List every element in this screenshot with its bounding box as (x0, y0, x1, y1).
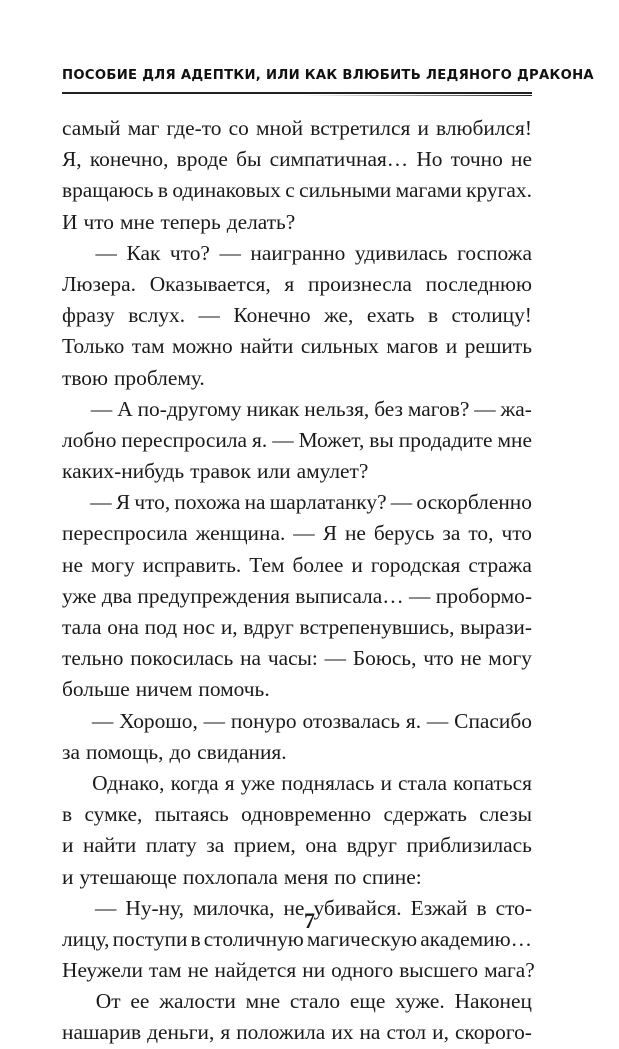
word: с (285, 178, 295, 203)
word: Конечно (233, 303, 311, 328)
word: в (476, 895, 487, 920)
word: и, (220, 615, 238, 639)
word: более (292, 552, 344, 577)
text-line (62, 550, 532, 581)
word: слезы (479, 802, 532, 827)
word: Как (126, 240, 161, 265)
text-line (62, 363, 532, 394)
word: там (148, 958, 182, 983)
paragraph-indent (62, 768, 86, 799)
text-line (62, 955, 535, 986)
word: вырази- (460, 615, 532, 639)
word: одного (331, 958, 394, 983)
word: утешающе (79, 864, 177, 889)
text-line (62, 862, 532, 893)
word: я (220, 1020, 231, 1045)
word: найдется (214, 958, 297, 983)
word: и (380, 770, 392, 795)
word: похлопала (182, 864, 278, 889)
word: произнесла (308, 271, 412, 296)
word: маг (127, 116, 160, 140)
word: магов? (407, 396, 470, 421)
word: — (272, 427, 294, 452)
text-line (62, 207, 532, 238)
word: мне (245, 989, 281, 1014)
word: Неужели (62, 958, 143, 983)
word: фразу (62, 303, 115, 328)
word: я. (405, 708, 422, 733)
word: помочь. (198, 677, 270, 702)
word: госпожа (457, 240, 532, 265)
word: сумке, (84, 802, 143, 827)
word: оскорбленно (416, 490, 532, 515)
word: жа- (500, 396, 532, 421)
word: я (224, 770, 235, 795)
word: что, (134, 490, 171, 515)
word: и (417, 116, 429, 140)
text-line (62, 456, 532, 487)
word: на (244, 490, 266, 515)
word: понуро (230, 708, 297, 733)
text-line (62, 799, 532, 830)
text-line (62, 706, 532, 737)
word: сто- (495, 895, 532, 920)
word: копаться (453, 770, 532, 795)
word: вдруг (346, 833, 397, 858)
word: магическую (306, 926, 418, 951)
word: могу (90, 552, 135, 577)
word: меня (283, 864, 329, 889)
text-line (62, 269, 532, 300)
word: столичную (203, 926, 304, 951)
word: могу (488, 646, 532, 671)
running-head-rule-accent (300, 95, 532, 96)
word: найти (83, 833, 137, 858)
word: ее (130, 989, 150, 1014)
word: и, (432, 1020, 449, 1045)
word: Я (322, 521, 337, 546)
word: в (190, 926, 201, 951)
word: — (90, 490, 112, 515)
word: Хорошо, (119, 708, 198, 733)
text-line (62, 487, 532, 518)
word: вращаюсь (62, 178, 154, 203)
word: лицу, (62, 926, 110, 951)
word: — (90, 396, 113, 421)
word: Я, (62, 147, 82, 172)
word: высшего (399, 958, 479, 983)
word: вслух. (128, 303, 186, 328)
text-line (62, 175, 532, 206)
text-line (62, 986, 532, 1017)
running-head: ПОСОБИЕ ДЛЯ АДЕПТКИ, ИЛИ КАК ВЛЮБИТЬ ЛЕДЯНОГО ДРАКОНА (62, 68, 594, 83)
word: Езжай (410, 895, 468, 920)
text-line (62, 144, 532, 175)
word: я (284, 271, 295, 296)
word: часы: (267, 646, 318, 671)
word: приблизилась (406, 833, 532, 858)
word: лобно (62, 427, 117, 452)
word: или (257, 459, 291, 484)
word: стол (386, 1020, 427, 1045)
word: столицу! (451, 303, 532, 328)
word: Может, (298, 427, 365, 452)
word: переспросила (121, 427, 248, 452)
word: за (442, 521, 461, 546)
word: Ну-ну, (125, 895, 185, 920)
word: уже (240, 770, 276, 795)
word: Наконец (454, 989, 532, 1014)
word: наигранно (250, 240, 346, 265)
word: сильными (299, 178, 392, 203)
word: травок (190, 459, 252, 484)
word: магов (386, 334, 439, 359)
word: — (203, 708, 226, 733)
word: Оказывается, (149, 271, 271, 296)
word: делать? (226, 209, 296, 234)
word: — (390, 490, 413, 515)
word: — (293, 521, 315, 546)
text-line (62, 113, 532, 144)
word: ничем (135, 677, 193, 702)
word: на (359, 1020, 381, 1045)
word: не (62, 552, 83, 577)
word: похожа (174, 490, 241, 515)
word: предупреждения (137, 583, 290, 608)
word: влюбился! (436, 116, 532, 140)
word: же, (324, 303, 354, 328)
word: по (334, 864, 357, 889)
text-line (62, 830, 532, 861)
word: самый (62, 116, 121, 140)
word: стала (398, 770, 447, 795)
word: нельзя, (304, 396, 370, 421)
word: конечно, (89, 147, 169, 172)
paragraph-indent (62, 986, 86, 1017)
word: прием, (233, 833, 296, 858)
word: Боюсь, (352, 646, 417, 671)
word: Я (115, 490, 131, 515)
word: и (62, 864, 74, 889)
word: то, (468, 521, 494, 546)
word: Однако, (92, 770, 165, 795)
word: — (409, 583, 431, 608)
word: их (331, 1020, 354, 1045)
word: ни (302, 958, 326, 983)
text-line (62, 737, 532, 768)
word: жалости (159, 989, 236, 1014)
word: — (95, 895, 117, 920)
word: и (351, 552, 363, 577)
word: мне (119, 209, 155, 234)
word: деньги, (147, 1020, 215, 1045)
word: исправить. (142, 552, 242, 577)
word: там (131, 334, 165, 359)
word: в (427, 303, 439, 328)
word: нашарив (62, 1020, 142, 1045)
paragraph-indent (62, 394, 86, 425)
word: вдруг (243, 615, 294, 639)
word: встретился (310, 116, 411, 140)
word: стало (289, 989, 341, 1014)
word: что (423, 646, 454, 671)
word: — (426, 708, 449, 733)
paragraph-indent (62, 487, 86, 518)
text-line (62, 518, 532, 549)
word: сильных (300, 334, 379, 359)
word: за (62, 739, 80, 764)
word: отозвалась (302, 708, 401, 733)
word: встрепенувшись, (299, 615, 455, 639)
word: шарлатанку? (269, 490, 387, 515)
word: удивилась (354, 240, 448, 265)
word: — (198, 303, 220, 328)
word: От (95, 989, 121, 1014)
word: выписала… (295, 583, 404, 608)
word: переспросила (62, 521, 188, 546)
word: городская (370, 552, 461, 577)
word: где-то (166, 116, 222, 140)
text-line (62, 1017, 532, 1048)
word: последнюю (425, 271, 532, 296)
text-line (62, 612, 532, 643)
text-line (62, 643, 532, 674)
word: не (283, 895, 305, 920)
word: поступи (112, 926, 188, 951)
word: два (101, 583, 132, 608)
word: решить (464, 334, 532, 359)
word: пытаясь (154, 802, 229, 827)
word: скорого- (454, 1020, 532, 1045)
text-line (62, 768, 532, 799)
word: И (62, 209, 78, 234)
word: мной (255, 116, 304, 140)
word: симпатичная… (269, 147, 409, 172)
text-line (62, 425, 532, 456)
word: до (169, 739, 192, 764)
text-line (62, 300, 532, 331)
word: что? (169, 240, 210, 265)
word: А (117, 396, 133, 421)
word: кругах. (466, 178, 532, 203)
page-number: 7 (304, 908, 315, 933)
word: не (460, 646, 482, 671)
word: тельно (62, 646, 124, 671)
word: одновременно (241, 802, 372, 827)
word: Но (416, 147, 443, 172)
word: не (344, 521, 366, 546)
word: — (324, 646, 347, 671)
word: твою (62, 365, 108, 390)
word: женщина. (195, 521, 286, 546)
word: — (91, 708, 114, 733)
word: магами (395, 178, 462, 203)
word: вроде (176, 147, 228, 172)
word: что (83, 209, 114, 234)
word: ехать (366, 303, 415, 328)
word: на (240, 646, 262, 671)
word: что (501, 521, 532, 546)
word: плату (145, 833, 197, 858)
word: мне (497, 427, 532, 452)
word: милочка, (193, 895, 275, 920)
text-line (62, 394, 532, 425)
text-line (62, 581, 532, 612)
word: мага? (484, 958, 535, 983)
text-line (62, 674, 532, 705)
paragraph-indent (62, 706, 86, 737)
word: со (228, 116, 249, 140)
word: поднялась (281, 770, 375, 795)
word: Только (62, 334, 125, 359)
word: точно (450, 147, 503, 172)
word: и (445, 334, 458, 359)
word: одинаковых (172, 178, 281, 203)
word: спине: (362, 864, 422, 889)
word: берусь (373, 521, 435, 546)
word: помощь, (85, 739, 164, 764)
word: Люзера. (62, 271, 136, 296)
word: покосилась (130, 646, 234, 671)
word: — (474, 396, 496, 421)
word: она (305, 833, 337, 858)
word: в (62, 802, 73, 827)
word: нос (182, 615, 216, 639)
word: амулет? (296, 459, 369, 484)
word: вы (369, 427, 394, 452)
word: положила (236, 1020, 326, 1045)
word: теперь (160, 209, 221, 234)
word: — (219, 240, 241, 265)
word: тала (62, 615, 102, 639)
paragraph-indent (62, 238, 86, 269)
running-head-rule (62, 92, 532, 94)
word: убивайся. (313, 895, 402, 920)
text-line (62, 238, 532, 269)
word: академию… (420, 926, 532, 951)
word: стража (468, 552, 532, 577)
word: когда (170, 770, 219, 795)
word: проблему. (113, 365, 205, 390)
word: без (374, 396, 403, 421)
word: не (187, 958, 209, 983)
word: за (206, 833, 225, 858)
word: — (95, 240, 117, 265)
word: под (144, 615, 178, 639)
word: еще (349, 989, 386, 1014)
word: уже (62, 583, 97, 608)
word: она (107, 615, 139, 639)
text-line (62, 331, 532, 362)
word: по-другому (137, 396, 242, 421)
word: можно (172, 334, 233, 359)
word: пробормо- (435, 583, 532, 608)
word: найти (240, 334, 294, 359)
word: продадите (398, 427, 493, 452)
word: никак (246, 396, 300, 421)
word: в (157, 178, 168, 203)
word: хуже. (395, 989, 445, 1014)
word: каких-нибудь (62, 459, 185, 484)
word: сдержать (383, 802, 467, 827)
word: не (511, 147, 532, 172)
word: бы (236, 147, 262, 172)
word: Тем (249, 552, 285, 577)
word: и (62, 833, 74, 858)
word: я. (252, 427, 268, 452)
word: Спасибо (454, 708, 532, 733)
word: свидания. (197, 739, 287, 764)
word: больше (62, 677, 130, 702)
